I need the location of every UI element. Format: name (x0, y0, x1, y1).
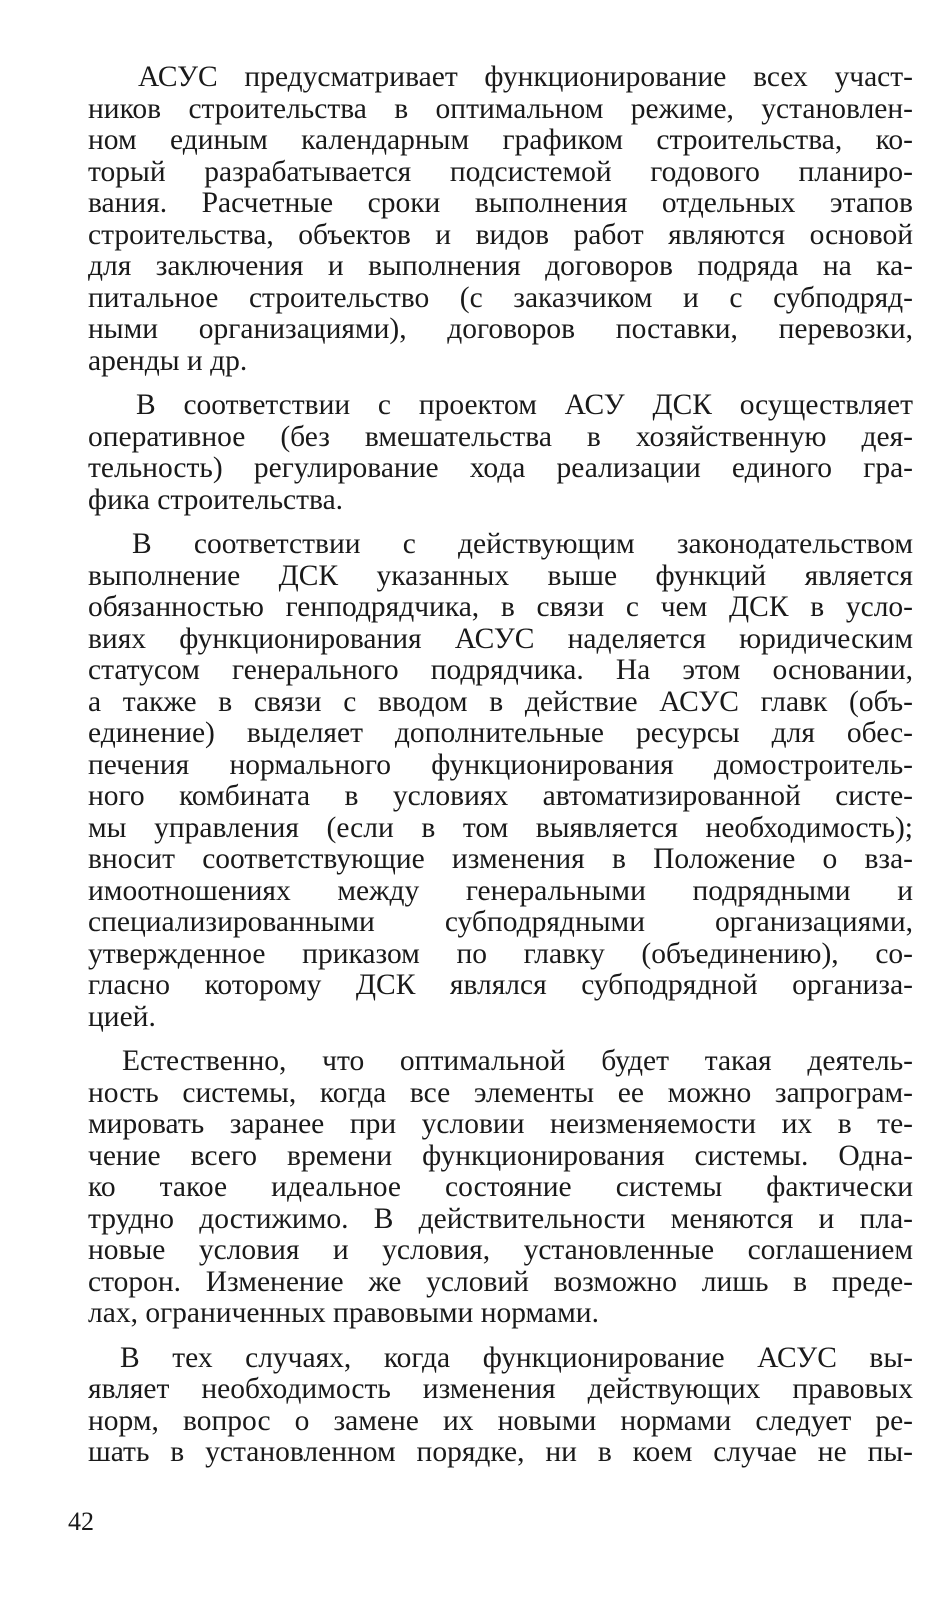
paragraph (88, 529, 913, 1033)
text-line: тельность) регулирование хода реализации единого гра- (88, 452, 913, 484)
paragraph (88, 1343, 913, 1469)
text-line: для заключения и выполнения договоров подряда на ка- (88, 250, 913, 282)
text-line: а также в связи с вводом в действие АСУС главк (объ- (88, 685, 913, 718)
text-line: ко такое идеальное состояние системы фактически (88, 1171, 913, 1203)
text-line: аренды и др. (88, 344, 248, 377)
text-line: В тех случаях, когда функционирование АСУС вы- (120, 1341, 913, 1374)
text-line: вания. Расчетные сроки выполнения отдельных этапов (88, 187, 913, 219)
text-line: В соответствии с проектом АСУ ДСК осуществляет (136, 389, 913, 421)
text-line: являет необходимость изменения действующих правовых (88, 1373, 913, 1405)
text-line: ном единым календарным графиком строительства, ко- (88, 124, 913, 156)
text-line: АСУС предусматривает функционирование всех участ- (138, 61, 913, 93)
text-line: сторон. Изменение же условий возможно лишь в преде- (88, 1265, 913, 1298)
text-line: Естественно, что оптимальной будет такая деятель- (122, 1045, 913, 1077)
paragraph (88, 62, 913, 377)
text-line: ность системы, когда все элементы ее можно запрограм- (88, 1076, 913, 1109)
paragraph (88, 390, 913, 516)
text-line: специализированными субподрядными организациями, (88, 906, 913, 938)
text-line: норм, вопрос о замене их новыми нормами следует ре- (88, 1404, 913, 1437)
text-line: мы управления (если в том выявляется необходимость); (88, 811, 913, 844)
text-line: имоотношениях между генеральными подрядными и (88, 874, 913, 907)
text-line: оперативное (без вмешательства в хозяйственную дея- (88, 420, 913, 453)
body-text (88, 62, 913, 1482)
text-line: торый разрабатывается подсистемой годового планиро- (88, 155, 913, 188)
page-number: 42 (68, 1507, 94, 1536)
text-line: трудно достижимо. В действительности меняются и пла- (88, 1202, 913, 1235)
text-line: В соответствии с действующим законодательством (132, 528, 913, 560)
text-line: фика строительства. (88, 483, 344, 516)
text-line: статусом генерального подрядчика. На этом основании, (88, 654, 913, 686)
text-line: утвержденное приказом по главку (объединению), со- (88, 937, 913, 970)
text-line: единение) выделяет дополнительные ресурсы для обес- (88, 717, 913, 749)
text-line: питальное строительство (с заказчиком и с субподряд- (88, 281, 913, 314)
text-line: новые условия и условия, установленные соглашением (88, 1234, 913, 1266)
text-line: ного комбината в условиях автоматизированной систе- (88, 780, 913, 812)
text-line: цией. (88, 1000, 156, 1033)
text-line: гласно которому ДСК являлся субподрядной организа- (88, 969, 913, 1001)
text-line: печения нормального функционирования домостроитель- (88, 748, 913, 781)
text-line: ными организациями), договоров поставки, перевозки, (88, 313, 913, 345)
paragraph (88, 1046, 913, 1330)
text-line: обязанностью генподрядчика, в связи с чем ДСК в усло- (88, 591, 913, 623)
text-line: шать в установленном порядке, ни в коем случае не пы- (88, 1436, 913, 1468)
text-line: выполнение ДСК указанных выше функций является (88, 559, 913, 592)
text-line: мировать заранее при условии неизменяемости их в те- (88, 1108, 913, 1140)
text-line: чение всего времени функционирования системы. Одна- (88, 1139, 913, 1172)
text-line: вносит соответствующие изменения в Положение о вза- (88, 843, 913, 875)
text-line: ников строительства в оптимальном режиме, установлен- (88, 92, 913, 125)
text-line: строительства, объектов и видов работ являются основой (88, 218, 913, 251)
text-line: лах, ограниченных правовыми нормами. (88, 1297, 599, 1329)
text-line: виях функционирования АСУС наделяется юридическим (88, 622, 913, 655)
